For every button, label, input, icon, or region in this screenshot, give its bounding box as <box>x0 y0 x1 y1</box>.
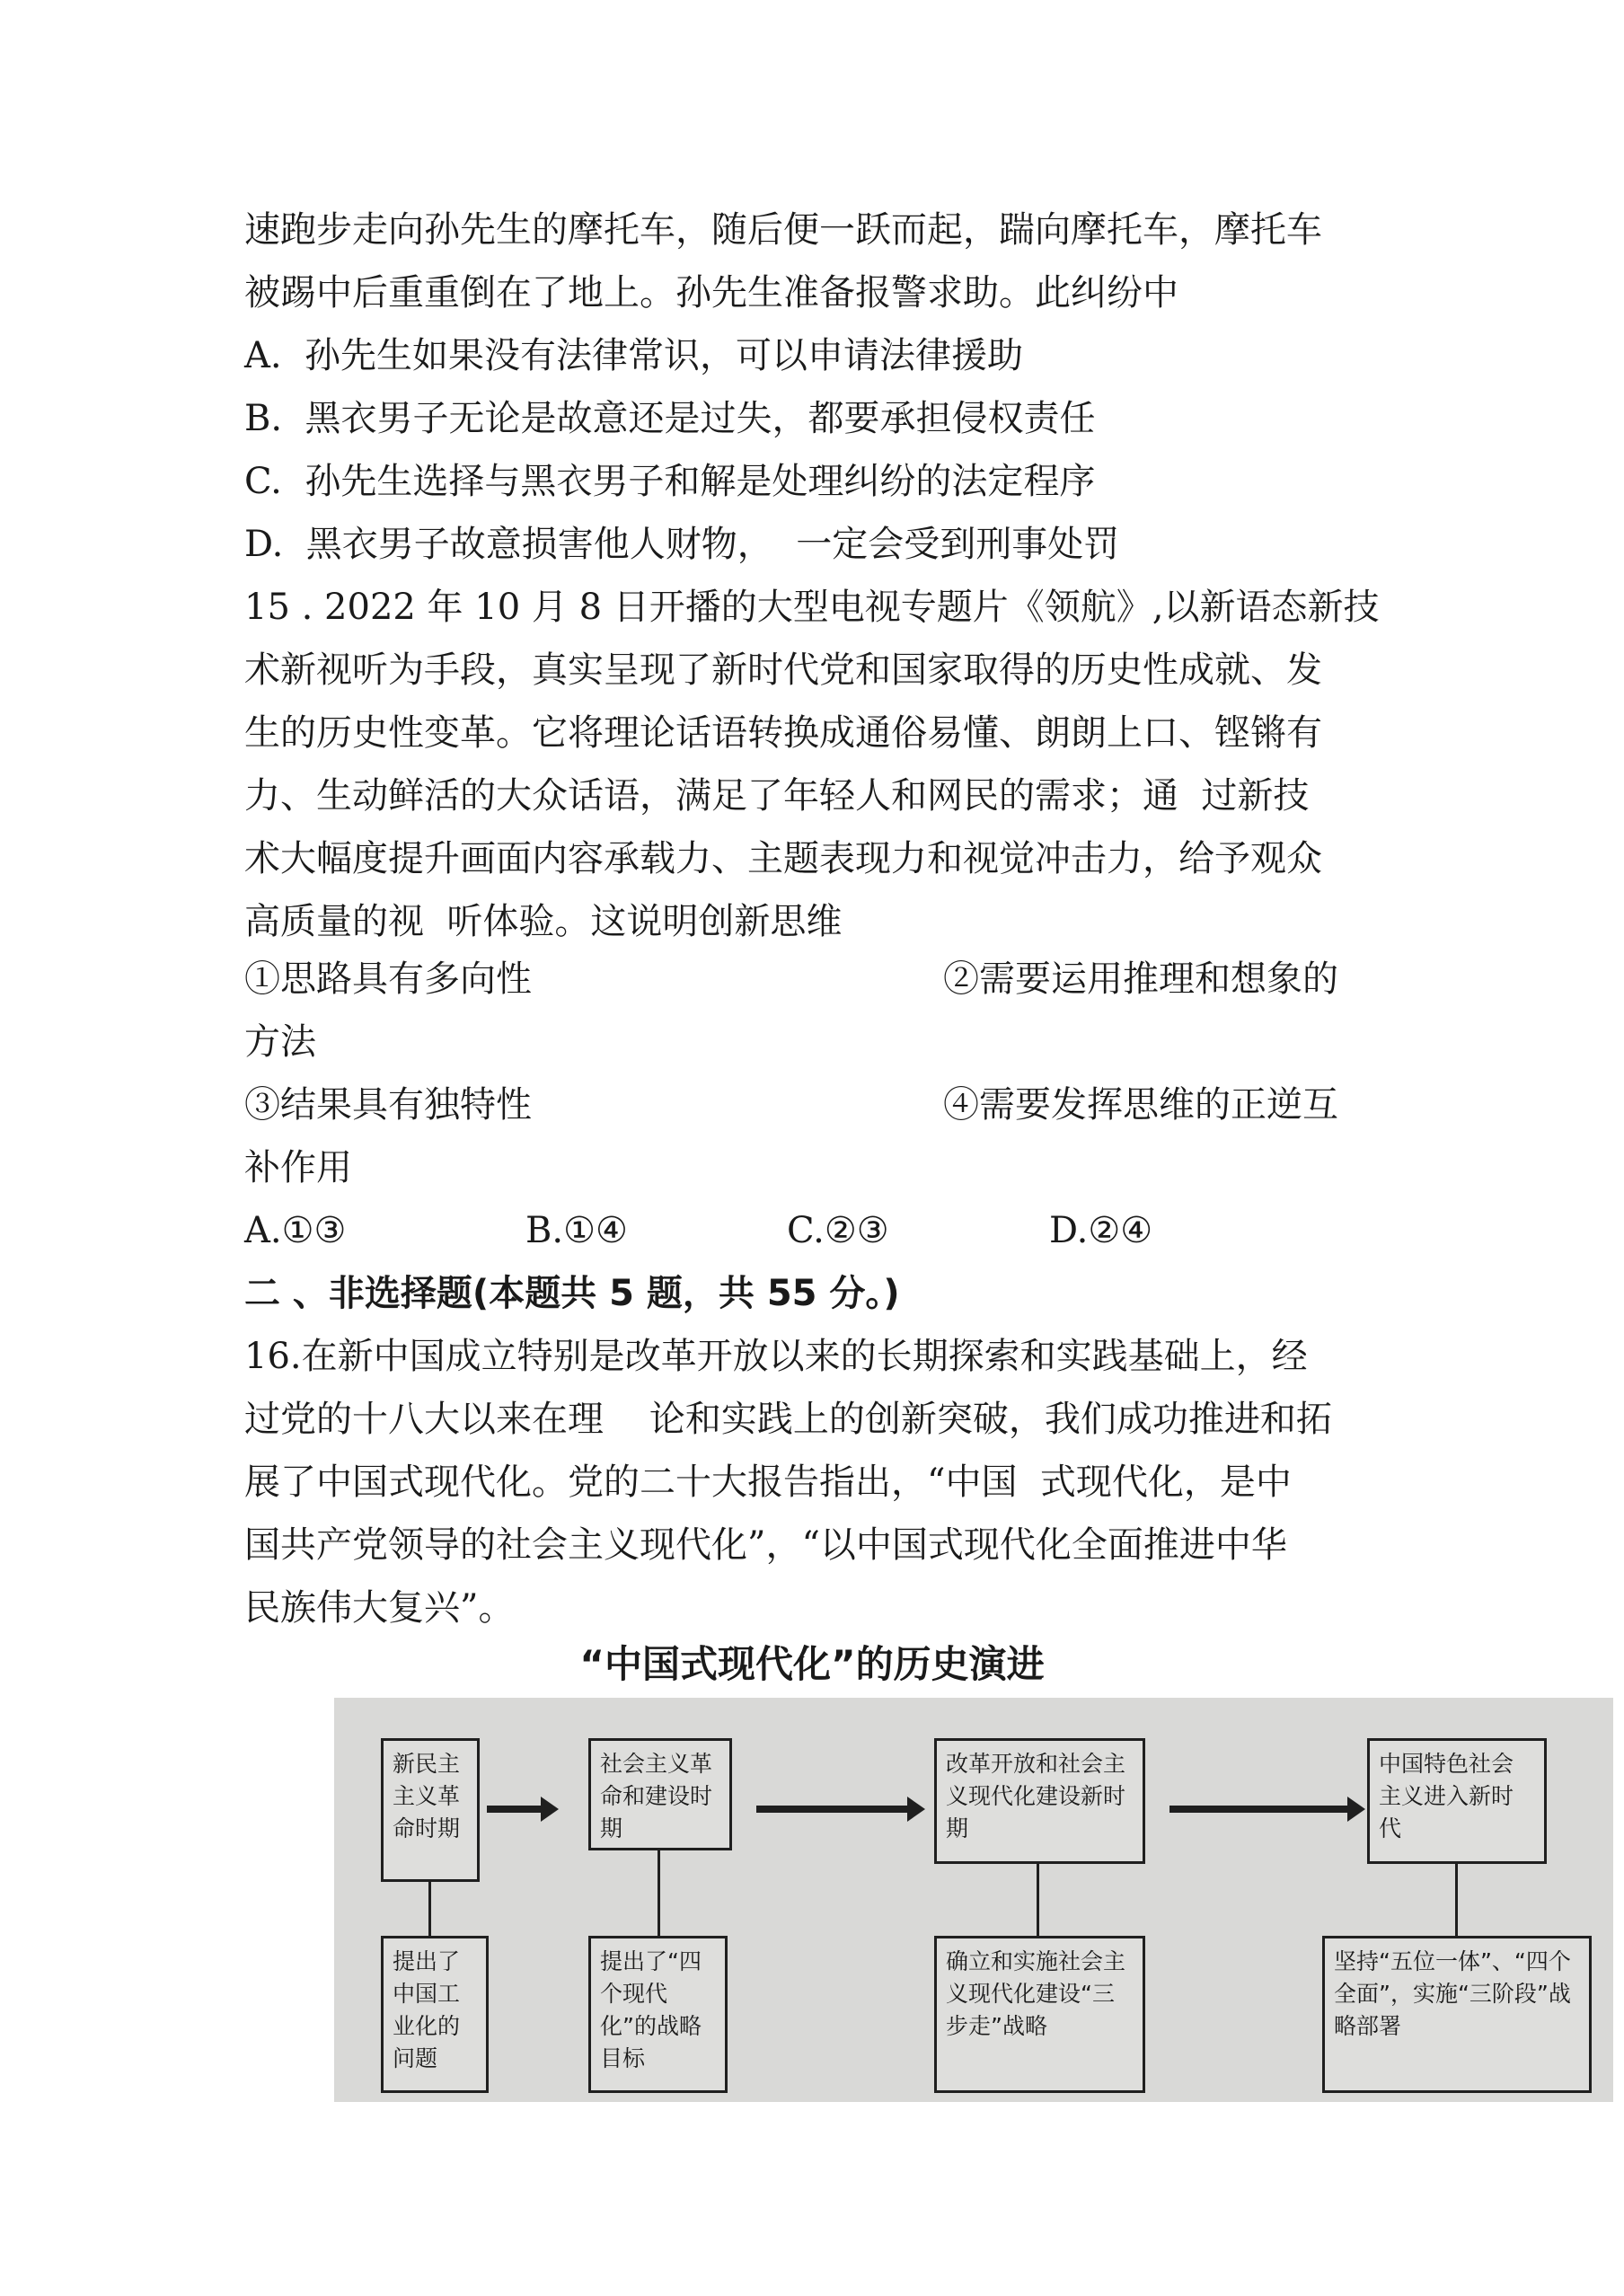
stage-3-period-box: 改革开放和社会主义现代化建设新时期 <box>934 1738 1145 1864</box>
stage-3-connector <box>1037 1864 1039 1936</box>
q16-stem-line-5: 民族伟大复兴”。 <box>244 1587 515 1629</box>
section-2-heading: 二 、非选择题(本题共 5 题，共 55 分。) <box>244 1273 900 1314</box>
figure-title: “中国式现代化”的历史演进 <box>579 1642 1045 1686</box>
q14-stem-line-2: 被踢中后重重倒在了地上。孙先生准备报警求助。此纠纷中 <box>244 272 1178 313</box>
q16-stem-line-1: 16.在新中国成立特别是改革开放以来的长期探索和实践基础上，经 <box>244 1336 1308 1377</box>
q16-stem-line-2: 过党的十八大以来在理 论和实践上的创新突破，我们成功推进和拓 <box>244 1399 1332 1440</box>
stage-1-connector <box>428 1882 431 1936</box>
q15-statement-4: ④需要发挥思维的正逆互 <box>943 1084 1338 1126</box>
q15-stem-line-6: 高质量的视 听体验。这说明创新思维 <box>244 901 843 942</box>
stage-2-connector <box>658 1850 660 1936</box>
q15-statement-2: ②需要运用推理和想象的 <box>943 958 1338 1000</box>
q15-choice-b: B.①④ <box>525 1210 628 1251</box>
stage-3-detail-box: 确立和实施社会主义现代化建设“三步走”战略 <box>934 1936 1145 2093</box>
stage-2-detail-box: 提出了“四个现代化”的战略目标 <box>588 1936 728 2093</box>
q14-option-d: D. 黑衣男子故意损害他人财物， 一定会受到刑事处罚 <box>244 524 1120 565</box>
q14-option-b: B. 黑衣男子无论是故意还是过失，都要承担侵权责任 <box>244 398 1096 439</box>
q15-statement-2-cont: 方法 <box>244 1021 316 1063</box>
q15-stem-line-4: 力、生动鲜活的大众话语，满足了年轻人和网民的需求；通 过新技 <box>244 775 1310 817</box>
q15-choice-a: A.①③ <box>244 1210 347 1251</box>
stage-1-detail-box: 提出了中国工业化的问题 <box>381 1936 489 2093</box>
stage-2-period-box: 社会主义革命和建设时期 <box>588 1738 732 1850</box>
q15-statement-1: ①思路具有多向性 <box>244 958 532 1000</box>
q15-stem-line-2: 术新视听为手段，真实呈现了新时代党和国家取得的历史性成就、发 <box>244 649 1322 691</box>
stage-4-period-box: 中国特色社会主义进入新时代 <box>1367 1738 1547 1864</box>
q14-option-c: C. 孙先生选择与黑衣男子和解是处理纠纷的法定程序 <box>244 461 1096 502</box>
q16-stem-line-4: 国共产党领导的社会主义现代化”，“以中国式现代化全面推进中华 <box>244 1524 1287 1566</box>
q14-option-a: A. 孙先生如果没有法律常识，可以申请法律援助 <box>244 335 1024 376</box>
stage-4-detail-box: 坚持“五位一体”、“四个全面”，实施“三阶段”战略部署 <box>1322 1936 1592 2093</box>
stage-4-connector <box>1455 1864 1458 1936</box>
arrow-3-to-4 <box>1169 1806 1349 1813</box>
stage-1-period-box: 新民主主义革命时期 <box>381 1738 480 1882</box>
arrow-1-to-2 <box>487 1806 543 1813</box>
q15-choice-c: C.②③ <box>787 1210 889 1251</box>
q14-stem-line-1: 速跑步走向孙先生的摩托车，随后便一跃而起，踹向摩托车，摩托车 <box>244 209 1322 251</box>
q16-stem-line-3: 展了中国式现代化。党的二十大报告指出，“中国 式现代化，是中 <box>244 1461 1292 1503</box>
q15-stem-line-1: 15 . 2022 年 10 月 8 日开播的大型电视专题片《领航》,以新语态新技 <box>244 587 1380 628</box>
history-flow-diagram <box>334 1698 1613 2102</box>
q15-stem-line-3: 生的历史性变革。它将理论话语转换成通俗易懂、朗朗上口、铿锵有 <box>244 712 1322 754</box>
q15-statement-4-cont: 补作用 <box>244 1147 352 1188</box>
q15-statement-3: ③结果具有独特性 <box>244 1084 532 1126</box>
q15-choice-d: D.②④ <box>1049 1210 1153 1251</box>
q15-stem-line-5: 术大幅度提升画面内容承载力、主题表现力和视觉冲击力，给予观众 <box>244 838 1322 879</box>
arrow-2-to-3 <box>756 1806 909 1813</box>
